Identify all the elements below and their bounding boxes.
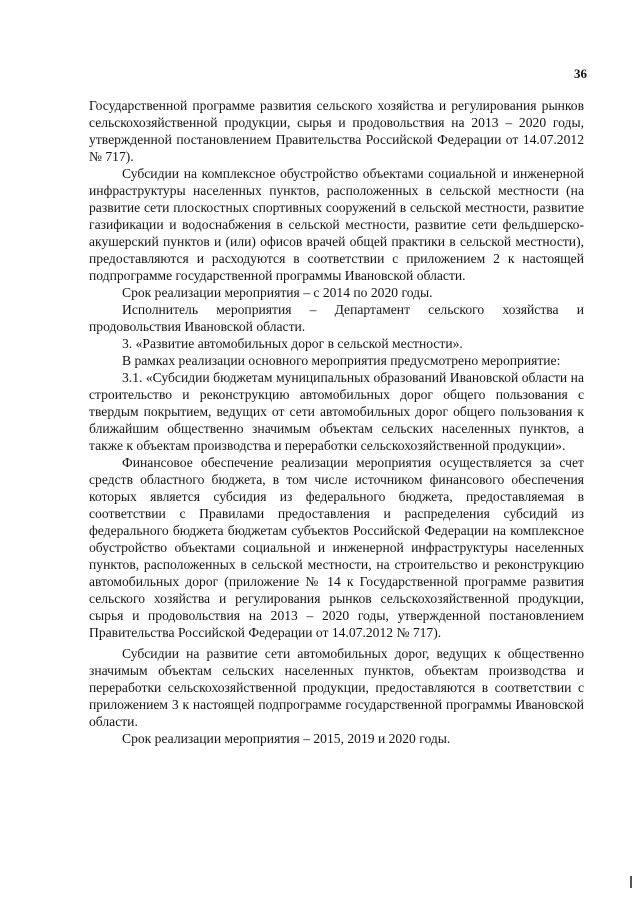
scan-edge-mark [630, 876, 632, 888]
paragraph-financing: Финансовое обеспечение реализации мероприятия осуществляется за счет средств областного бюджета, в том числе источником финансового обеспечения которых является субсидия из федерального бюджета, предоставляемая в соответствии с Правилами предоставления и распределения субсидий из федерального бюджета бюджетам субъектов Российской Федерации на комплексное обустройство объектами социальной и инженерной инфраструктуры населенных пунктов, расположенных в сельской местности, на строительство и реконструкцию автомобильных дорог (приложение № 14 к Государственной программе развития сельского хозяйства и регулирования рынков сельскохозяйственной продукции, сырья и продовольствия на 2013 – 2020 годы, утвержденной постановлением Правительства Российской Федерации от 14.07.2012 № 717). [89, 455, 584, 640]
paragraph-subsidies-roads: Субсидии на развитие сети автомобильных дорог, ведущих к общественно значимым объектам сельских населенных пунктов, объектам производства и переработки сельскохозяйственной продукции, предоставляются в соответствии с приложением 3 к настоящей подпрограмме государственной программы Ивановской области. [89, 646, 584, 729]
paragraph-measure-intro: В рамках реализации основного мероприятия предусмотрено мероприятие: [122, 353, 561, 368]
paragraph-executor: Исполнитель мероприятия – Департамент сельского хозяйства и продовольствия Ивановской области. [89, 302, 584, 334]
paragraph-continuation: Государственной программе развития сельского хозяйства и регулирования рынков сельскохозяйственной продукции, сырья и продовольствия на 2013 – 2020 годы, утвержденной постановлением Правительства Российской Федерации от 14.07.2012 № 717). [89, 98, 584, 164]
paragraph-measure-3-1: 3.1. «Субсидии бюджетам муниципальных образований Ивановской области на строительство и реконструкцию автомобильных дорог общего пользования с твердым покрытием, ведущих от сети автомобильных дорог общего пользования к ближайшим общественно значимым объектам сельских населенных пунктов, а также к объектам производства и переработки сельскохозяйственной продукции». [89, 370, 584, 453]
paragraph-subsidies-infrastructure: Субсидии на комплексное обустройство объектами социальной и инженерной инфраструктуры населенных пунктов, расположенных в сельской местности (на развитие сети плоскостных спортивных сооружений в сельской местности, развитие газификации и водоснабжения в сельской местности, развитие сети фельдшерско-акушерский пунктов и (или) офисов врачей общей практики в сельской местности), предоставляются и расходуются в соответствии с приложением 2 к настоящей подпрограмме государственной программы Ивановской области. [89, 166, 584, 283]
page-number: 36 [574, 66, 587, 81]
document-body [89, 97, 584, 747]
paragraph-term-2015-2020: Срок реализации мероприятия – 2015, 2019 и 2020 годы. [122, 731, 451, 746]
section-heading-roads: 3. «Развитие автомобильных дорог в сельской местности». [122, 336, 463, 351]
paragraph-term-2014-2020: Срок реализации мероприятия – с 2014 по 2020 годы. [122, 285, 433, 300]
